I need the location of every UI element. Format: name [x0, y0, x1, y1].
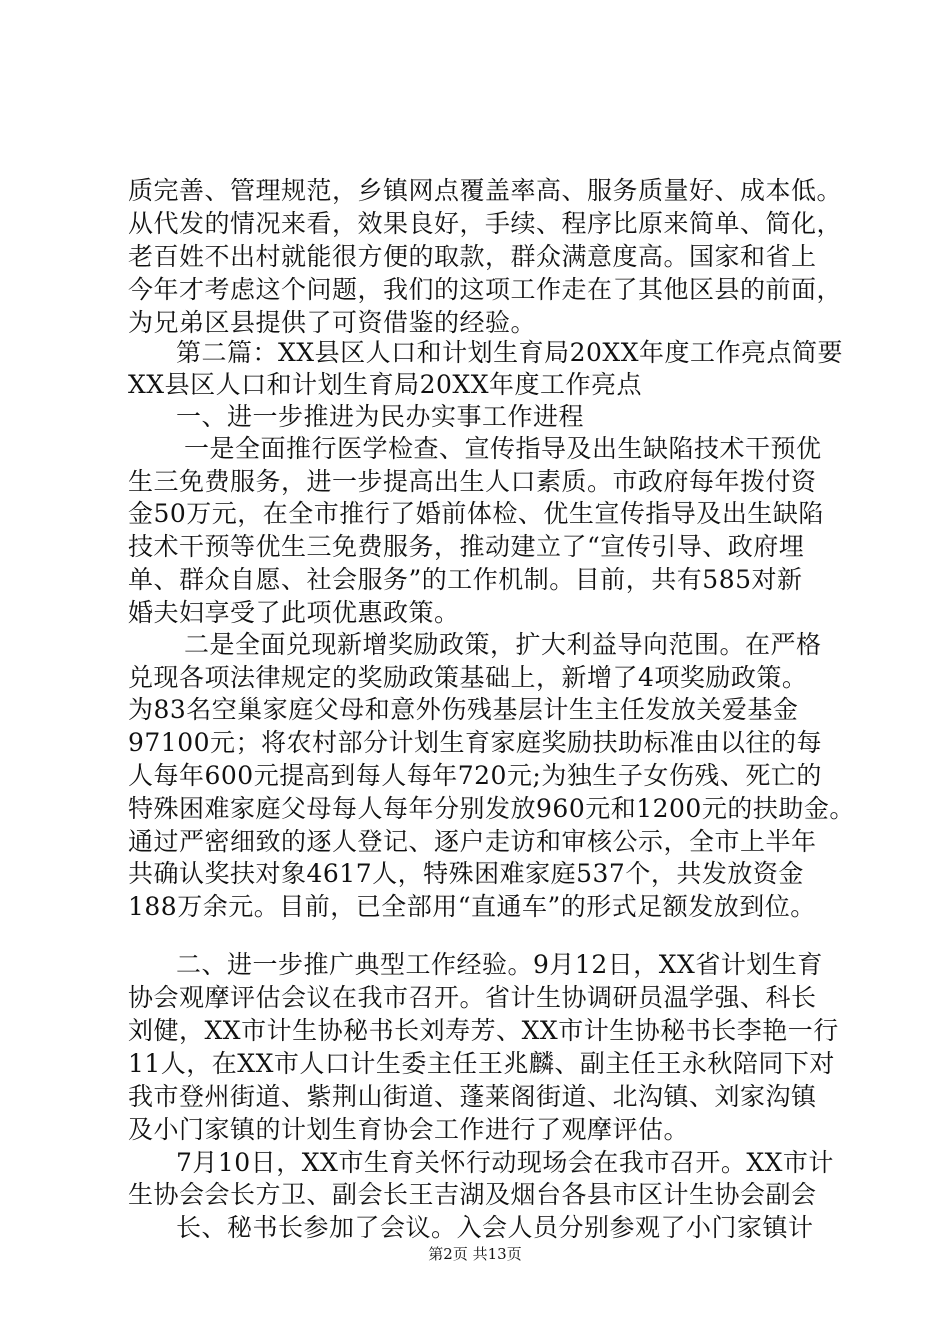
text-line: 为83名空巢家庭父母和意外伤残基层计生主任发放关爱基金: [128, 695, 799, 724]
text-line: 为兄弟区县提供了可资借鉴的经验。: [128, 308, 537, 337]
text-line: 共确认奖扶对象4617人，特殊困难家庭537个，共发放资金: [128, 859, 804, 888]
text-line: 生协会会长方卫、副会长王吉湖及烟台各县市区计生协会副会: [128, 1180, 817, 1209]
text-line: 188万余元。目前，已全部用“直通车”的形式足额发放到位。: [128, 892, 816, 921]
text-line: 第二篇：XX县区人口和计划生育局20XX年度工作亮点简要: [176, 338, 844, 367]
text-line: 质完善、管理规范，乡镇网点覆盖率高、服务质量好、成本低。: [128, 176, 843, 205]
text-line: 通过严密细致的逐人登记、逐户走访和审核公示，全市上半年: [128, 827, 817, 856]
text-line: 我市登州街道、紫荆山街道、蓬莱阁街道、北沟镇、刘家沟镇: [128, 1082, 817, 1111]
text-line: 二是全面兑现新增奖励政策，扩大利益导向范围。在严格: [184, 630, 822, 659]
text-line: 技术干预等优生三免费服务，推动建立了“宣传引导、政府埋: [128, 532, 805, 561]
text-line: 97100元；将农村部分计划生育家庭奖励扶助标准由以往的每: [128, 728, 823, 757]
text-line: 婚夫妇享受了此项优惠政策。: [128, 598, 460, 627]
text-line: 兑现各项法律规定的奖励政策基础上，新增了4项奖励政策。: [128, 663, 808, 692]
text-line: 二、进一步推广典型工作经验。9月12日，XX省计划生育: [176, 950, 823, 979]
text-line: 一、进一步推进为民办实事工作进程: [176, 402, 585, 431]
text-line: 单、群众自愿、社会服务”的工作机制。目前，共有585对新: [128, 565, 803, 594]
text-line: 一是全面推行医学检查、宣传指导及出生缺陷技术干预优: [184, 434, 822, 463]
text-line: 刘健，XX市计生协秘书长刘寿芳、XX市计生协秘书长李艳一行: [128, 1016, 839, 1045]
text-line: 及小门家镇的计划生育协会工作进行了观摩评估。: [128, 1115, 690, 1144]
text-line: 今年才考虑这个问题，我们的这项工作走在了其他区县的前面，: [128, 275, 843, 304]
text-line: 人每年600元提高到每人每年720元;为独生子女伤残、死亡的: [128, 761, 822, 790]
text-line: 从代发的情况来看，效果良好，手续、程序比原来简单、简化，: [128, 209, 843, 238]
text-line: 生三免费服务，进一步提高出生人口素质。市政府每年拨付资: [128, 467, 817, 496]
text-line: XX县区人口和计划生育局20XX年度工作亮点: [128, 370, 643, 399]
text-line: 金50万元，在全市推行了婚前体检、优生宣传指导及出生缺陷: [128, 499, 824, 528]
text-line: 协会观摩评估会议在我市召开。省计生协调研员温学强、科长: [128, 983, 817, 1012]
text-line: 老百姓不出村就能很方便的取款，群众满意度高。国家和省上: [128, 242, 817, 271]
text-line: 长、秘书长参加了会议。入会人员分别参观了小门家镇计: [176, 1213, 814, 1242]
page-footer: 第2页 共13页: [428, 1245, 522, 1263]
text-line: 特殊困难家庭父母每人每年分别发放960元和1200元的扶助金。: [128, 794, 855, 823]
text-line: 11人，在XX市人口计生委主任王兆麟、副主任王永秋陪同下对: [128, 1049, 835, 1078]
text-line: 7月10日，XX市生育关怀行动现场会在我市召开。XX市计: [176, 1148, 834, 1177]
